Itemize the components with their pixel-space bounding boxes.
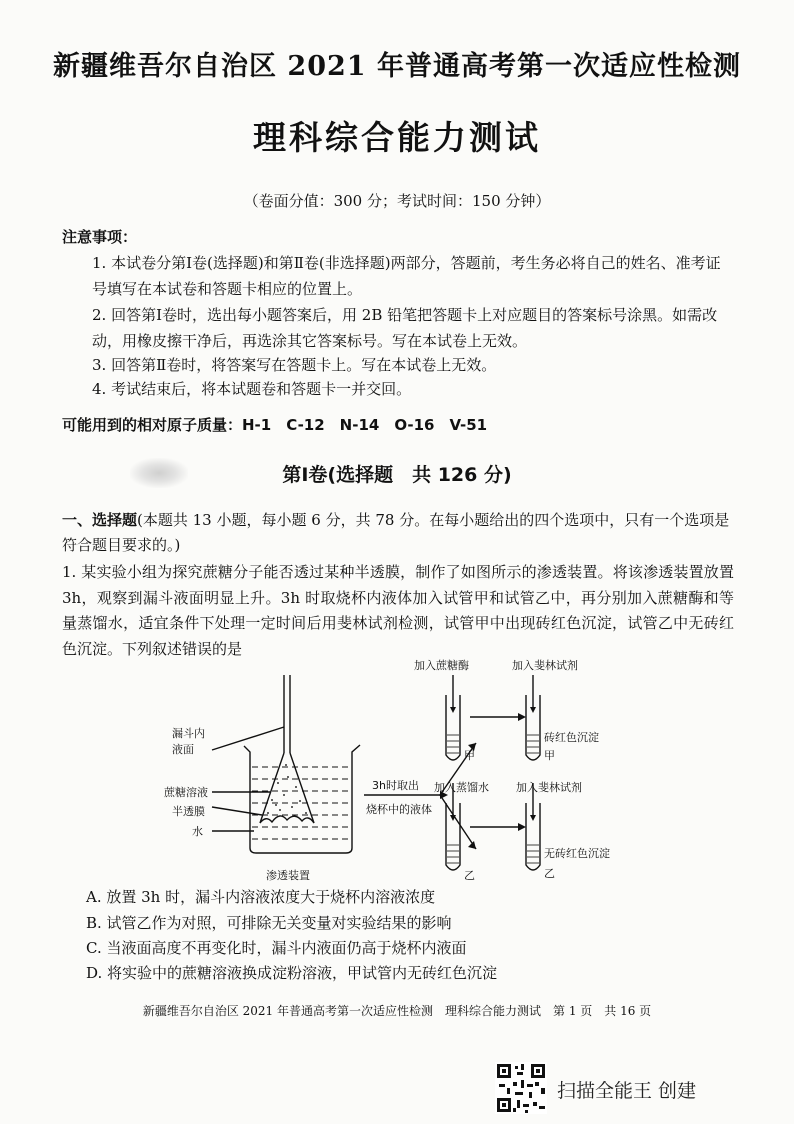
funnel-level-label-line2: 液面 xyxy=(172,743,194,756)
add-water-label: 加入蒸馏水 xyxy=(434,781,489,794)
option-d: D. 将实验中的蔗糖溶液换成淀粉溶液，甲试管内无砖红色沉淀 xyxy=(86,964,498,982)
note-item: 3. 回答第Ⅱ卷时，将答案写在答题卡上。写在本试卷上无效。 xyxy=(92,356,497,374)
water-label: 水 xyxy=(192,825,203,838)
page-footer: 新疆维吾尔自治区 2021 年普通高考第一次适应性检测 理科综合能力测试 第 1 页 共 16 页 xyxy=(142,1004,652,1018)
option-b: B. 试管乙作为对照，可排除无关变量对实验结果的影响 xyxy=(86,914,452,932)
sucrose-solution-label: 蔗糖溶液 xyxy=(164,786,208,799)
note-item: 2. 回答第Ⅰ卷时，选出每小题答案后，用 2B 铅笔把答题卡上对应题目的答案标号涂黑。如需改动，用橡皮擦干净后，再选涂其它答案标号。写在本试卷上无效。 xyxy=(92,306,718,350)
note-item: 1. 本试卷分第Ⅰ卷(选择题)和第Ⅱ卷(非选择题)两部分，答题前，考生务必将自己的姓名、准考证号填写在本试卷和答题卡相应的位置上。 xyxy=(92,254,721,298)
option-a: A. 放置 3h 时，漏斗内溶液浓度大于烧杯内溶液浓度 xyxy=(86,888,436,906)
section-title: 第Ⅰ卷(选择题 共 126 分) xyxy=(282,464,512,486)
funnel-level-label: 漏斗内 xyxy=(172,727,205,740)
transfer-label: 3h时取出 xyxy=(372,779,419,792)
part-heading-text: (本题共 13 小题，每小题 6 分，共 78 分。在每小题给出的四个选项中，只有一个选项是符合题目要求的。) xyxy=(62,511,730,554)
notes-heading: 注意事项： xyxy=(62,228,138,246)
brick-red-result-label: 砖红色沉淀 xyxy=(544,731,599,744)
add-fehling-label: 加入斐林试剂 xyxy=(512,659,578,672)
atomic-masses-line: 可能用到的相对原子质量：H-1 C-12 N-14 O-16 V-51 xyxy=(62,416,488,434)
tube-yi-result-label: 乙 xyxy=(544,867,555,880)
tube-jia-result-label: 甲 xyxy=(544,749,555,762)
tube-yi-label: 乙 xyxy=(464,869,475,882)
exam-main-title: 理科综合能力测试 xyxy=(253,118,541,157)
osmosis-experiment-diagram xyxy=(150,655,710,885)
exam-subtitle: （卷面分值：300 分；考试时间：150 分钟） xyxy=(243,192,551,210)
qr-code-icon xyxy=(495,1062,547,1114)
membrane-label: 半透膜 xyxy=(172,805,205,818)
tube-jia-label: 甲 xyxy=(464,749,475,762)
add-fehling-label-bottom: 加入斐林试剂 xyxy=(516,781,582,794)
add-invertase-label: 加入蔗糖酶 xyxy=(414,659,469,672)
part-heading-label: 一、选择题 xyxy=(62,511,138,529)
part-heading xyxy=(62,508,742,558)
question-stem: 1. 某实验小组为探究蔗糖分子能否透过某种半透膜，制作了如图所示的渗透装置。将该渗透装置放置 3h，观察到漏斗液面明显上升。3h 时取烧杯内液体加入试管甲和试管乙中，再分别加入蔗糖酶和等量蒸馏水，适宜条件下处理一定时间后用斐林试剂检测，试管甲中出现砖红色沉淀，试管乙中无砖红色沉淀。下列叙述错误的是 xyxy=(62,563,734,658)
option-c: C. 当液面高度不再变化时，漏斗内液面仍高于烧杯内液面 xyxy=(86,939,467,957)
scanner-watermark-text: 扫描全能王 创建 xyxy=(557,1080,697,1102)
note-item: 4. 考试结束后，将本试题卷和答题卡一并交回。 xyxy=(92,380,412,398)
exam-header-title: 新疆维吾尔自治区 2021 年普通高考第一次适应性检测 xyxy=(53,51,741,82)
no-precipitate-result-label: 无砖红色沉淀 xyxy=(544,847,610,860)
transfer-label-line2: 烧杯中的液体 xyxy=(366,803,432,816)
apparatus-caption: 渗透装置 xyxy=(266,869,310,882)
